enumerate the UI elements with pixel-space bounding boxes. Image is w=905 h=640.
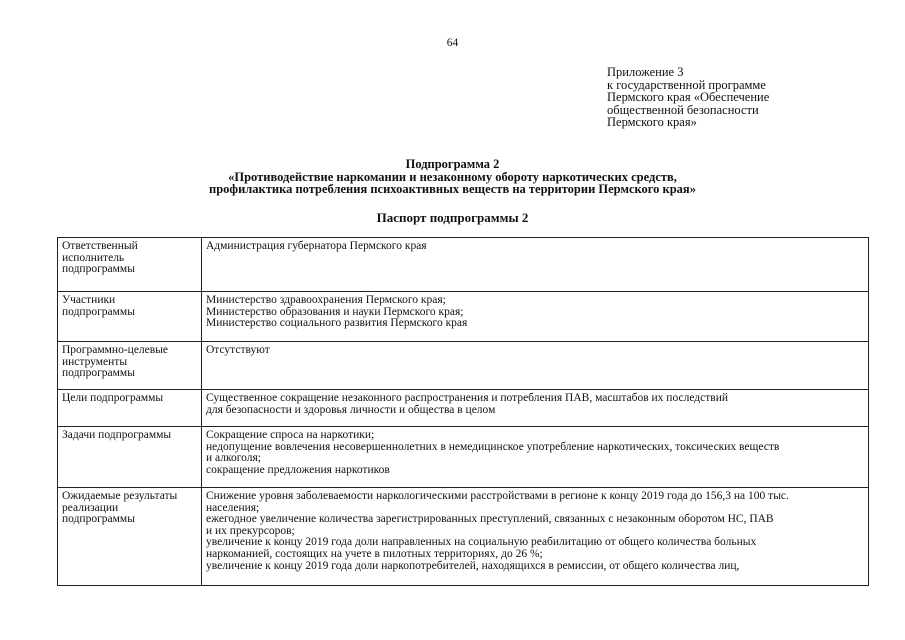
content-line: ежегодное увеличение количества зарегистрированных преступлений, связанных с незаконным оборотом НС, ПАВ bbox=[206, 513, 774, 526]
content-line: Администрация губернатора Пермского края bbox=[206, 240, 427, 252]
page-number: 64 bbox=[446, 37, 459, 49]
label-line: реализации bbox=[62, 501, 119, 514]
label-line: исполнитель bbox=[62, 251, 125, 264]
label-line: Участники bbox=[62, 294, 116, 306]
appendix-line: к государственной программе bbox=[607, 77, 766, 92]
content-line: Сокращение спроса на наркотики; bbox=[206, 429, 375, 441]
table-row bbox=[58, 427, 869, 488]
label-line: инструменты bbox=[62, 355, 128, 368]
content-line: Отсутствуют bbox=[206, 344, 270, 356]
content-line: сокращение предложения наркотиков bbox=[206, 463, 390, 476]
appendix-line: Пермского края «Обеспечение bbox=[607, 90, 770, 104]
row-label bbox=[58, 292, 202, 342]
content-line: Министерство здравоохранения Пермского края; bbox=[206, 294, 446, 306]
label-line: подпрограммы bbox=[62, 305, 135, 318]
appendix-line: Приложение 3 bbox=[607, 65, 684, 79]
content-line: Министерство образования и науки Пермского края; bbox=[206, 305, 464, 318]
content-line: увеличение к концу 2019 года доли направленных на социальную реабилитацию от общего количества больных bbox=[206, 536, 757, 549]
content-line: и их прекурсоров; bbox=[206, 524, 295, 537]
label-line: подпрограммы bbox=[62, 513, 135, 526]
subprogram-title-line: профилактика потребления психоактивных веществ на территории Пермского края» bbox=[209, 182, 696, 196]
appendix-line: Пермского края» bbox=[607, 115, 697, 129]
content-line: Министерство социального развития Пермского края bbox=[206, 317, 468, 330]
table-row bbox=[58, 238, 869, 292]
label-line: Ожидаемые результаты bbox=[62, 490, 178, 502]
label-line: подпрограммы bbox=[62, 263, 135, 276]
row-label bbox=[58, 488, 202, 586]
row-content bbox=[202, 292, 869, 342]
appendix-note bbox=[607, 66, 867, 129]
subprogram-title-line: Подпрограмма 2 bbox=[405, 157, 500, 171]
row-content bbox=[202, 390, 869, 427]
row-label bbox=[58, 342, 202, 390]
passport-title: Паспорт подпрограммы 2 bbox=[376, 210, 529, 225]
content-line: Снижение уровня заболеваемости наркологическими расстройствами в регионе к концу 2019 года до 156,3 на 100 тыс. bbox=[206, 490, 789, 502]
row-content bbox=[202, 238, 869, 292]
row-label bbox=[58, 427, 202, 488]
subprogram-title-line: «Противодействие наркомании и незаконному обороту наркотических средств, bbox=[228, 169, 677, 184]
content-line: и алкоголя; bbox=[206, 452, 261, 465]
content-line: Существенное сокращение незаконного распространения и потребления ПАВ, масштабов их последствий bbox=[206, 392, 729, 404]
table-row bbox=[58, 292, 869, 342]
row-label bbox=[58, 238, 202, 292]
row-content bbox=[202, 488, 869, 586]
table-row bbox=[58, 390, 869, 427]
subprogram-title bbox=[0, 158, 905, 196]
row-content bbox=[202, 427, 869, 488]
label-line: Задачи подпрограммы bbox=[62, 429, 172, 441]
row-label bbox=[58, 390, 202, 427]
label-line: Ответственный bbox=[62, 240, 138, 252]
content-line: увеличение к концу 2019 года доли наркопотребителей, находящихся в ремиссии, от общего количества лиц, bbox=[206, 559, 740, 572]
table-row bbox=[58, 342, 869, 390]
label-line: подпрограммы bbox=[62, 367, 135, 380]
label-line: Программно-целевые bbox=[62, 344, 169, 356]
appendix-line: общественной безопасности bbox=[607, 102, 759, 117]
passport-table bbox=[57, 237, 869, 586]
row-content bbox=[202, 342, 869, 390]
content-line: недопущение вовлечения несовершеннолетних в немедицинское употребление наркотических, токсических веществ bbox=[206, 440, 780, 453]
content-line: населения; bbox=[206, 501, 260, 514]
content-line: наркоманией, состоящих на учете в пилотных территориях, до 26 %; bbox=[206, 547, 543, 560]
table-row bbox=[58, 488, 869, 586]
content-line: для безопасности и здоровья личности и общества в целом bbox=[206, 403, 496, 416]
label-line: Цели подпрограммы bbox=[62, 392, 164, 404]
